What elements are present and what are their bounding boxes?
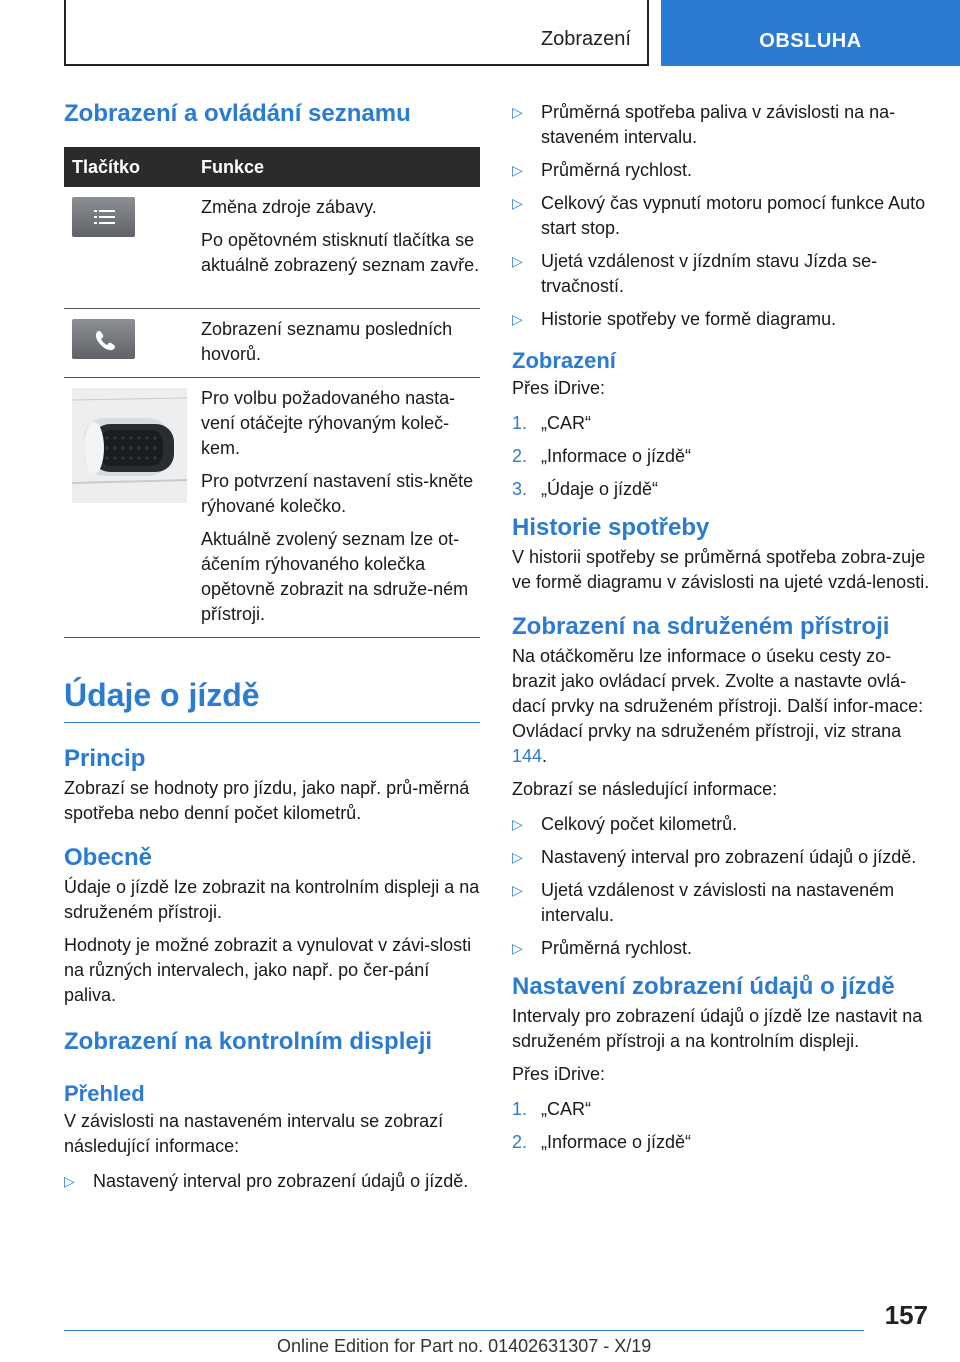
triangle-bullet-icon: ▷ bbox=[512, 939, 523, 956]
kontrolni-title: Zobrazení na kontrolním displeji bbox=[64, 1027, 433, 1055]
nastaveni-title: Nastavení zobrazení údajů o jízdě bbox=[512, 972, 895, 1000]
section-heading bbox=[64, 676, 480, 723]
list-item: 1. „CAR“ bbox=[512, 1098, 591, 1119]
controls-table bbox=[64, 147, 480, 638]
nastaveni-steps bbox=[512, 1097, 930, 1155]
zobrazeni-intro: Přes iDrive: bbox=[512, 378, 606, 399]
header-section-title: Zobrazení bbox=[540, 28, 631, 50]
right-column bbox=[512, 100, 930, 1163]
list-item: ▷ Celkový počet kilometrů. bbox=[512, 812, 930, 837]
list-item: ▷ Ujetá vzdálenost v závislosti na nastaveném intervalu. bbox=[512, 879, 895, 925]
list-item: ▷ Celkový čas vypnutí motoru pomocí funkce Auto start stop. bbox=[512, 193, 926, 238]
col-button-header: Tlačítko bbox=[72, 156, 141, 177]
page-number: 157 bbox=[884, 1300, 928, 1330]
zobrazeni-steps bbox=[512, 411, 930, 502]
sdruzeny-intro2: Zobrazí se následující informace: bbox=[512, 778, 778, 799]
list-item: ▷ Ujetá vzdálenost v jízdním stavu Jízda se-trvačností. bbox=[512, 251, 878, 296]
sdruzeny-title: Zobrazení na sdruženém přístroji bbox=[512, 613, 890, 641]
triangle-bullet-icon: ▷ bbox=[512, 881, 523, 898]
historie-title: Historie spotřeby bbox=[512, 514, 710, 542]
triangle-bullet-icon: ▷ bbox=[512, 253, 523, 269]
triangle-bullet-icon: ▷ bbox=[512, 162, 523, 178]
list-icon bbox=[72, 197, 135, 237]
row3-para1: Pro volbu požadovaného nasta-vení otáčejte rýhovaným koleč-kem. bbox=[201, 387, 456, 458]
section-title: Údaje o jízdě bbox=[64, 676, 260, 713]
header-box bbox=[64, 0, 649, 66]
list-item: ▷ Průměrná spotřeba paliva v závislosti na na-staveném intervalu. bbox=[512, 102, 896, 147]
nastaveni-text: Intervaly pro zobrazení údajů o jízdě lze nastavit na sdruženém přístroji a na kontrolním displeji. bbox=[512, 1005, 923, 1051]
footer-divider bbox=[64, 1330, 864, 1331]
list-item: ▷ Nastavený interval pro zobrazení údajů o jízdě. bbox=[64, 1169, 480, 1194]
zobrazeni-title: Zobrazení bbox=[512, 348, 616, 373]
prehled-title: Přehled bbox=[64, 1080, 145, 1106]
row3-para3: Aktuálně zvolený seznam lze ot-áčením rýhovaného kolečka opětovně zobrazit na sdruže-ném přístroji. bbox=[201, 528, 469, 624]
list-item: ▷ Historie spotřeby ve formě diagramu. bbox=[512, 307, 930, 332]
prehled-list bbox=[64, 1169, 480, 1194]
footer-edition: Online Edition for Part no. 01402631307 - X/19 bbox=[277, 1336, 652, 1356]
nastaveni-intro: Přes iDrive: bbox=[512, 1063, 606, 1084]
sdruzeny-text: Na otáčkoměru lze informace o úseku cesty zo-brazit jako ovládací prvek. Zvolte a nastavte ovlá-dací prvky na sdruženém přístroji. Další infor-mace: Ovládací prvky na sdruženém přístroji, viz strana 144. bbox=[512, 645, 924, 766]
page-reference-link[interactable]: 144 bbox=[512, 745, 543, 766]
table-row bbox=[64, 378, 480, 638]
obecne-title: Obecně bbox=[64, 843, 153, 871]
triangle-bullet-icon: ▷ bbox=[512, 104, 523, 120]
col-function-header: Funkce bbox=[201, 156, 265, 177]
historie-text: V historii spotřeby se průměrná spotřeba zobra-zuje ve formě diagramu v závislosti na ujeté vzdá-lenosti. bbox=[512, 547, 930, 593]
chapter-tab-label: OBSLUHA bbox=[759, 30, 862, 52]
sdruzeny-list bbox=[512, 812, 930, 961]
princip-title: Princip bbox=[64, 745, 146, 773]
list-item: 2. „Informace o jízdě“ bbox=[512, 446, 692, 467]
prehled-text: V závislosti na nastaveném intervalu se zobrazí následující informace: bbox=[64, 1110, 444, 1156]
table-row bbox=[64, 187, 480, 309]
obecne-para2: Hodnoty je možné zobrazit a vynulovat v závi-slosti na různých intervalech, jako např. po čer-pání paliva. bbox=[64, 934, 472, 1005]
table-title: Zobrazení a ovládání seznamu bbox=[64, 100, 411, 127]
row2-para1: Zobrazení seznamu posledních hovorů. bbox=[201, 318, 453, 364]
controller-wheel-photo bbox=[72, 388, 187, 503]
list-item: ▷ Nastavený interval pro zobrazení údajů o jízdě. bbox=[512, 845, 930, 870]
list-item: 2. „Informace o jízdě“ bbox=[512, 1131, 692, 1152]
row1-para1: Změna zdroje zábavy. bbox=[201, 196, 377, 217]
triangle-bullet-icon: ▷ bbox=[512, 195, 523, 211]
row3-para2: Pro potvrzení nastavení stis-kněte rýhované kolečko. bbox=[201, 470, 474, 516]
overview-list-cont bbox=[512, 100, 930, 332]
obecne-para1: Údaje o jízdě lze zobrazit na kontrolním displeji a na sdruženém přístroji. bbox=[64, 876, 480, 922]
triangle-bullet-icon: ▷ bbox=[512, 815, 523, 832]
chapter-tab[interactable] bbox=[661, 0, 960, 66]
left-column bbox=[64, 100, 480, 1202]
triangle-bullet-icon: ▷ bbox=[512, 311, 523, 327]
list-item: 1. „CAR“ bbox=[512, 413, 591, 434]
table-row bbox=[64, 309, 480, 378]
triangle-bullet-icon: ▷ bbox=[512, 848, 523, 865]
row1-para2: Po opětovném stisknutí tlačítka se aktuálně zobrazený seznam zavře. bbox=[201, 229, 480, 275]
list-item: 3. „Údaje o jízdě“ bbox=[512, 479, 659, 500]
table-header bbox=[64, 147, 480, 187]
triangle-bullet-icon: ▷ bbox=[64, 1172, 75, 1189]
phone-icon bbox=[72, 319, 135, 359]
list-item: ▷ Průměrná rychlost. bbox=[512, 158, 930, 183]
list-item: ▷ Průměrná rychlost. bbox=[512, 936, 930, 961]
princip-text: Zobrazí se hodnoty pro jízdu, jako např. prů-měrná spotřeba nebo denní počet kilometrů. bbox=[64, 777, 470, 823]
